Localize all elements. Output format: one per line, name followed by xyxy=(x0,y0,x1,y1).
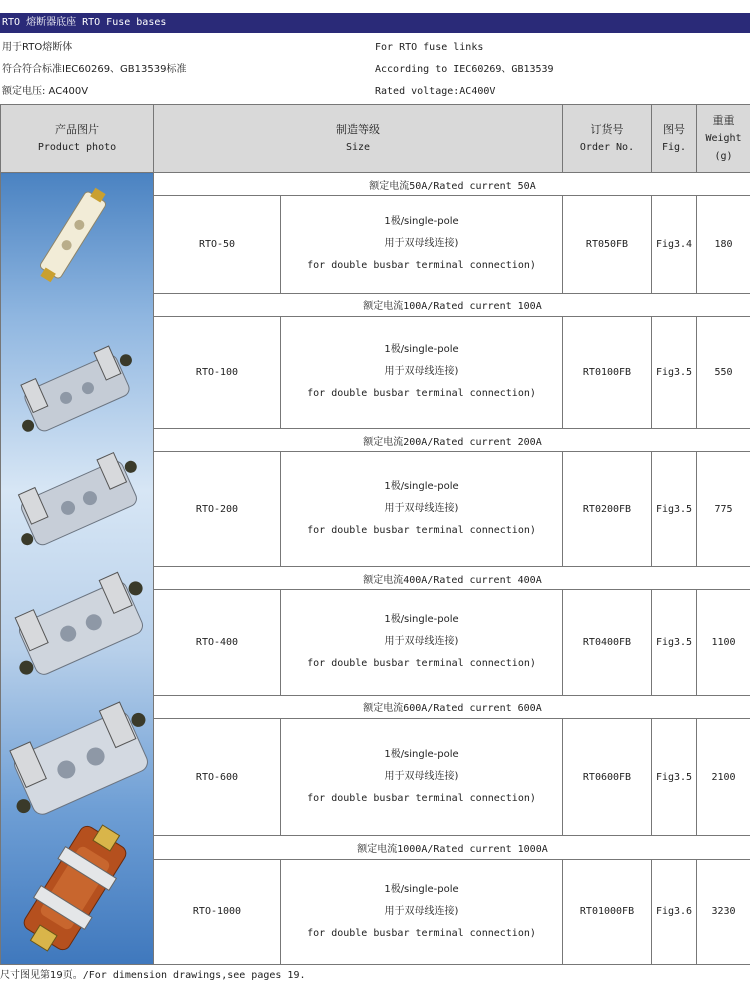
rated-row xyxy=(1,173,750,196)
fuse-base-illustrations xyxy=(1,173,153,964)
header-fig-zh: 图号 xyxy=(663,122,685,136)
fig-cell: Fig3.5 xyxy=(652,590,697,695)
model-cell: RTO-1000 xyxy=(154,859,281,964)
use-zh-text: 用于双母线连接) xyxy=(384,905,459,917)
pole-text: 1极/single-pole xyxy=(384,344,459,356)
rated-current-text: 额定电流50A/Rated current 50A xyxy=(369,180,536,192)
pole-text: 1极/single-pole xyxy=(384,749,459,761)
page-title: RTO 熔断器底座 RTO Fuse bases xyxy=(2,17,167,28)
fig-cell: Fig3.5 xyxy=(652,452,697,566)
header-weight-zh: 重重 xyxy=(712,113,735,127)
use-zh-text: 用于双母线连接) xyxy=(384,238,459,250)
rated-current-text: 额定电流600A/Rated current 600A xyxy=(363,703,542,715)
pole-text: 1极/single-pole xyxy=(384,216,459,228)
rated-current-label xyxy=(154,429,750,452)
rated-current-label xyxy=(154,293,750,316)
header-row xyxy=(1,105,750,173)
fig-cell: Fig3.5 xyxy=(652,316,697,428)
rated-current-label xyxy=(154,173,750,196)
fuse-base-100a-image xyxy=(6,340,144,440)
header-order-zh: 订货号 xyxy=(590,122,624,136)
order-cell: RT0200FB xyxy=(563,452,652,566)
weight-cell: 3230 xyxy=(697,859,750,964)
order-cell: RT0400FB xyxy=(563,590,652,695)
header-photo xyxy=(1,105,154,173)
weight-cell: 180 xyxy=(697,196,750,293)
pole-text: 1极/single-pole xyxy=(384,883,459,895)
fig-cell: Fig3.4 xyxy=(652,196,697,293)
model-cell: RTO-200 xyxy=(154,452,281,566)
description-cell xyxy=(281,316,563,428)
intro-zh: 用于RTO熔断体 xyxy=(2,42,73,53)
fuse-base-600a-image xyxy=(1,695,153,823)
weight-cell: 1100 xyxy=(697,590,750,695)
header-order xyxy=(563,105,652,173)
rated-current-label xyxy=(154,836,750,859)
use-en-text: for double busbar terminal connection) xyxy=(307,525,536,537)
footer-zh: 尺寸图见第19页。 xyxy=(0,970,83,981)
order-cell: RT050FB xyxy=(563,196,652,293)
product-table xyxy=(0,104,750,965)
rated-current-text: 额定电流100A/Rated current 100A xyxy=(363,301,542,313)
weight-cell: 550 xyxy=(697,316,750,428)
intro-zh: 符合符合标准IEC60269、GB13539标准 xyxy=(2,64,187,75)
model-cell: RTO-50 xyxy=(154,196,281,293)
intro-en: Rated voltage:AC400V xyxy=(375,86,496,97)
intro-line xyxy=(0,59,750,81)
description-cell xyxy=(281,452,563,566)
rated-current-text: 额定电流1000A/Rated current 1000A xyxy=(357,843,548,855)
use-zh-text: 用于双母线连接) xyxy=(384,366,459,378)
header-size-en: Size xyxy=(345,141,371,153)
fuse-base-400a-image xyxy=(1,565,153,683)
header-weight xyxy=(697,105,750,173)
rated-current-text: 额定电流400A/Rated current 400A xyxy=(363,574,542,586)
weight-cell: 775 xyxy=(697,452,750,566)
rated-current-label xyxy=(154,695,750,718)
intro-line xyxy=(0,81,750,103)
use-en-text: for double busbar terminal connection) xyxy=(307,388,536,400)
footer-note xyxy=(0,966,306,986)
fuse-base-1000a-image xyxy=(14,814,137,961)
header-size-zh: 制造等级 xyxy=(336,122,380,136)
order-cell: RT0600FB xyxy=(563,718,652,835)
description-cell xyxy=(281,196,563,293)
header-fig xyxy=(652,105,697,173)
fuse-base-200a-image xyxy=(4,446,151,552)
model-cell: RTO-600 xyxy=(154,718,281,835)
model-cell: RTO-400 xyxy=(154,590,281,695)
rated-current-text: 额定电流200A/Rated current 200A xyxy=(363,436,542,448)
pole-text: 1极/single-pole xyxy=(384,481,459,493)
use-en-text: for double busbar terminal connection) xyxy=(307,260,536,272)
header-photo-zh: 产品图片 xyxy=(55,122,99,136)
use-zh-text: 用于双母线连接) xyxy=(384,503,459,515)
intro-line xyxy=(0,37,750,59)
fig-cell: Fig3.5 xyxy=(652,718,697,835)
page-title-bar xyxy=(0,13,750,33)
order-cell: RT0100FB xyxy=(563,316,652,428)
use-zh-text: 用于双母线连接) xyxy=(384,636,459,648)
rated-current-label xyxy=(154,566,750,589)
fig-cell: Fig3.6 xyxy=(652,859,697,964)
use-en-text: for double busbar terminal connection) xyxy=(307,793,536,805)
product-photo xyxy=(1,173,154,965)
header-fig-en: Fig. xyxy=(661,141,687,153)
intro-en: For RTO fuse links xyxy=(375,42,484,53)
header-size xyxy=(154,105,563,173)
footer-en: /For dimension drawings,see pages 19. xyxy=(82,970,306,981)
model-cell: RTO-100 xyxy=(154,316,281,428)
intro-en: According to IEC60269、GB13539 xyxy=(375,64,554,75)
pole-text: 1极/single-pole xyxy=(384,614,459,626)
description-cell xyxy=(281,718,563,835)
description-cell xyxy=(281,590,563,695)
fuse-base-50a-image xyxy=(35,185,110,286)
header-photo-en: Product photo xyxy=(37,141,117,153)
header-weight-unit: (g) xyxy=(714,150,733,162)
intro-zh: 额定电压: AC400V xyxy=(2,86,89,97)
header-order-en: Order No. xyxy=(579,141,635,153)
weight-cell: 2100 xyxy=(697,718,750,835)
description-cell xyxy=(281,859,563,964)
use-zh-text: 用于双母线连接) xyxy=(384,771,459,783)
use-en-text: for double busbar terminal connection) xyxy=(307,658,536,670)
use-en-text: for double busbar terminal connection) xyxy=(307,927,536,939)
order-cell: RT01000FB xyxy=(563,859,652,964)
header-weight-en: Weight xyxy=(705,132,742,144)
